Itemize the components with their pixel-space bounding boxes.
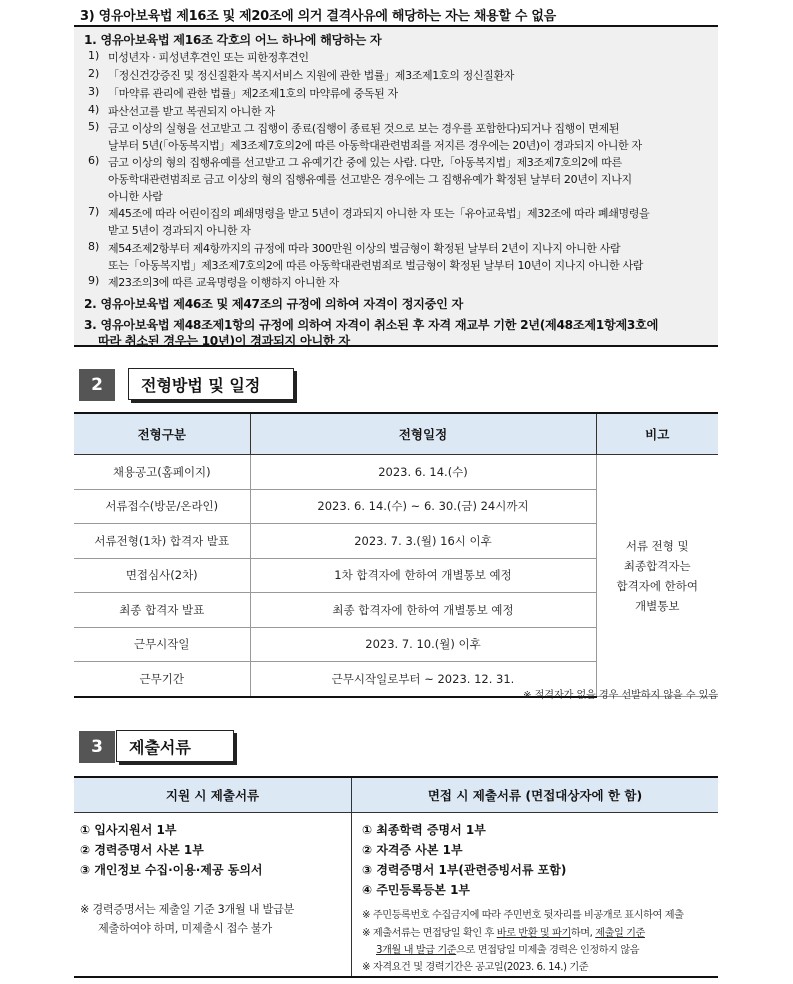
sub-item-text: 날부터 5년(「아동복지법」제3조제7호의2에 따른 아동학대관련범죄를 저지른 경우에는 20년)이 경과되지 아니한 자 (108, 139, 642, 152)
note-underlined-text: 바로 반환 및 파기 (496, 928, 571, 939)
sub-item-number: 9) (88, 274, 100, 287)
sub-item-number: 5) (88, 120, 100, 133)
disqualification-item-2-heading: 2. 영유아보육법 제46조 및 제47조의 규정에 의하여 자격이 정지중인 자 (84, 297, 464, 311)
note-text: 으로 면접당일 미제출 경력은 인정하지 않음 (456, 945, 640, 956)
application-note-line: ※ 경력증명서는 제출일 기준 3개월 내 발급분 (80, 903, 295, 916)
interview-note-line: ※ 주민등록번호 수집금지에 따라 주민번호 뒷자리를 비공개로 표시하여 제출 (362, 910, 684, 921)
stage-cell: 근무기간 (74, 662, 250, 697)
application-document-item: ① 입사지원서 1부 (80, 823, 177, 837)
sub-item-number: 6) (88, 154, 100, 167)
stage-cell: 채용공고(홈페이지) (74, 455, 250, 490)
sub-item-text: 「정신건강증진 및 정신질환자 복지서비스 지원에 관한 법률」제3조제1호의 정신질환자 (108, 69, 515, 82)
sub-item-text: 제45조에 따라 어린이집의 폐쇄명령을 받고 5년이 경과되지 아니한 자 또는「유아교육법」제32조에 따라 폐쇄명령을 (108, 207, 650, 220)
header-stage: 전형구분 (74, 413, 250, 455)
section-3-number: 3 (79, 731, 115, 763)
schedule-cell: 2023. 7. 10.(월) 이후 (250, 627, 596, 662)
interview-document-item: ② 자격증 사본 1부 (362, 843, 463, 857)
sub-item-number: 3) (88, 85, 100, 98)
disqualification-item-3-heading: 3. 영유아보육법 제48조제1항의 규정에 의하여 자격이 취소된 후 자격 재교부 기한 2년(제48조제1항제3호에 (84, 318, 659, 332)
interview-document-item: ④ 주민등록등본 1부 (362, 883, 471, 897)
application-note-line: 제출하여야 하며, 미제출시 접수 불가 (98, 922, 272, 935)
interview-documents-header: 면접 시 제출서류 (면접대상자에 한 함) (352, 778, 718, 813)
stage-cell: 근무시작일 (74, 627, 250, 662)
sub-item-text: 금고 이상의 실형을 선고받고 그 집행이 종료(집행이 종료된 것으로 보는 경우를 포함한다)되거나 집행이 면제된 (108, 122, 620, 135)
section-3-title: 제출서류 (116, 730, 234, 762)
note-underlined-text: 제출일 기준 (595, 928, 645, 939)
sub-item-text: 「마약류 관리에 관한 법률」제2조제1호의 마약류에 중독된 자 (108, 87, 398, 100)
note-line: 개별통보 (635, 598, 680, 613)
note-text: 하며, (570, 928, 596, 939)
application-document-item: ② 경력증명서 사본 1부 (80, 843, 204, 857)
sub-item-number: 7) (88, 205, 100, 218)
note-cell (596, 455, 718, 697)
sub-item-number: 4) (88, 103, 100, 116)
application-documents-header: 지원 시 제출서류 (74, 778, 351, 813)
sub-item-text: 아니한 사람 (108, 190, 163, 203)
schedule-cell: 최종 합격자에 한하여 개별통보 예정 (250, 593, 596, 628)
sub-item-text: 받고 5년이 경과되지 아니한 자 (108, 224, 251, 237)
interview-note-line (376, 941, 639, 956)
stage-cell: 서류전형(1차) 합격자 발표 (74, 524, 250, 559)
schedule-cell: 2023. 6. 14.(수) ~ 6. 30.(금) 24시까지 (250, 489, 596, 524)
schedule-header-row (74, 413, 718, 455)
disqualification-item-1-heading: 1. 영유아보육법 제16조 각호의 어느 하나에 해당하는 자 (84, 33, 382, 47)
section-2-number: 2 (79, 369, 115, 401)
disqualification-item-3-heading-cont: 따라 취소된 경우는 10년)이 경과되지 아니한 자 (98, 334, 350, 348)
section-2-title: 전형방법 및 일정 (128, 368, 294, 400)
sub-item-text: 아동학대관련범죄로 금고 이상의 형의 집행유예를 선고받은 경우에는 그 집행유예가 확정된 날부터 20년이 지나지 (108, 173, 632, 186)
stage-cell: 면접심사(2차) (74, 558, 250, 593)
sub-item-text: 제54조제2항부터 제4항까지의 규정에 따라 300만원 이상의 벌금형이 확정된 날부터 2년이 지나지 아니한 사람 (108, 242, 621, 255)
disqualification-box (74, 25, 718, 347)
documents-table (74, 776, 718, 978)
note-line: 서류 전형 및 (625, 538, 689, 553)
disqualification-notice-heading: 3) 영유아보육법 제16조 및 제20조에 의거 결격사유에 해당하는 자는 채용할 수 없음 (80, 9, 556, 24)
note-line: 합격자에 한하여 (616, 578, 698, 593)
note-line: 최종합격자는 (623, 558, 691, 573)
sub-item-text: 파산선고를 받고 복권되지 아니한 자 (108, 105, 275, 118)
note-text: ※ 제출서류는 면접당일 확인 후 (362, 928, 497, 939)
interview-document-item: ③ 경력증명서 1부(관련증빙서류 포함) (362, 863, 567, 877)
header-schedule: 전형일정 (250, 413, 596, 455)
sub-item-number: 2) (88, 67, 100, 80)
column-divider (351, 778, 352, 976)
sub-item-text: 또는「아동복지법」제3조제7호의2에 따른 아동학대관련범죄로 벌금형이 확정된 날부터 10년이 지나지 아니한 사람 (108, 259, 644, 272)
sub-item-number: 8) (88, 240, 100, 253)
interview-note-line (362, 924, 645, 939)
schedule-cell: 2023. 6. 14.(수) (250, 455, 596, 490)
stage-cell: 서류접수(방문/온라인) (74, 489, 250, 524)
application-document-item: ③ 개인정보 수집·이용·제공 동의서 (80, 863, 263, 877)
interview-note-line: ※ 자격요건 및 경력기간은 공고일(2023. 6. 14.) 기준 (362, 962, 589, 973)
sub-item-text: 미성년자 · 피성년후견인 또는 피한정후견인 (108, 51, 309, 64)
interview-document-item: ① 최종학력 증명서 1부 (362, 823, 486, 837)
schedule-cell: 근무시작일로부터 ~ 2023. 12. 31. (250, 662, 596, 697)
sub-item-text: 금고 이상의 형의 집행유예를 선고받고 그 유예기간 중에 있는 사람. 다만,「아동복지법」제3조제7호의2에 따른 (108, 156, 622, 169)
sub-item-text: 제23조의3에 따른 교육명령을 이행하지 아니한 자 (108, 276, 339, 289)
sub-item-number: 1) (88, 49, 100, 62)
note-underlined-text: 3개월 내 발급 기준 (376, 945, 457, 956)
stage-cell: 최종 합격자 발표 (74, 593, 250, 628)
schedule-footnote: ※ 적격자가 없을 경우 선발하지 않을 수 있음 (523, 690, 718, 701)
schedule-table (74, 412, 718, 698)
schedule-cell: 1차 합격자에 한하여 개별통보 예정 (250, 558, 596, 593)
header-note: 비고 (596, 413, 718, 455)
schedule-cell: 2023. 7. 3.(월) 16시 이후 (250, 524, 596, 559)
table-row (74, 455, 718, 490)
